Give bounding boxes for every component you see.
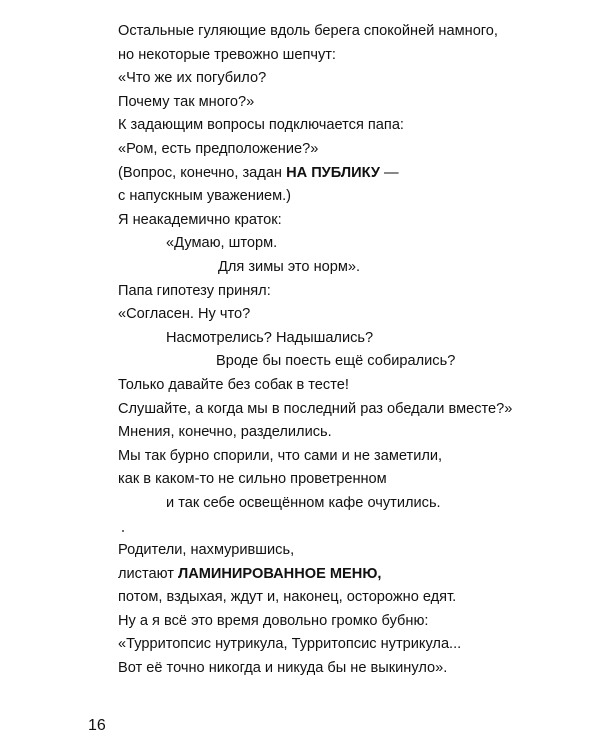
text-fragment: листают [118,565,178,582]
text-line: с напускным уважением.) [118,188,292,205]
text-line: К задающим вопросы подключается папа: [118,117,404,134]
text-line: Мнения, конечно, разделились. [118,424,332,441]
stanza-break [118,515,578,539]
text-line: Родители, нахмурившись, [118,542,295,559]
text-line [118,563,578,587]
text-line: «Что же их погубило? [118,70,267,87]
text-line: Ну а я всё это время довольно громко бубню: [118,612,429,629]
text-line: «Думаю, шторм. [166,235,278,252]
text-line: «Ром, есть предположение?» [118,140,319,157]
text-line: Почему так много?» [118,93,255,110]
text-line: Вот её точно никогда и никуда бы не выкинуло». [118,660,448,677]
text-fragment: — [379,164,399,181]
text-line: Вроде бы поесть ещё собирались? [216,353,456,370]
text-line: «Согласен. Ну что? [118,306,251,323]
poem-text [118,20,578,681]
page-number: 16 [88,717,106,734]
text-line: Для зимы это норм». [218,258,361,275]
text-line: Я неакадемично краток: [118,211,282,228]
emphasis-text: ЛАМИНИРОВАННОЕ МЕНЮ, [177,565,382,582]
text-line: Остальные гуляющие вдоль берега спокойней намного, [118,23,498,39]
text-line [118,162,578,186]
text-line: «Турритопсис нутрикула, Турритопсис нутрикула... [118,636,462,653]
text-line: Слушайте, а когда мы в последний раз обедали вместе?» [118,400,513,417]
text-line: как в каком-то не сильно проветренном [118,471,387,488]
text-line: Насмотрелись? Надышались? [166,329,374,346]
emphasis-text: НА ПУБЛИКУ [286,164,380,181]
text-line: Папа гипотезу принял: [118,282,271,299]
text-line: и так себе освещённом кафе очутились. [166,494,441,511]
print-speck [122,530,124,532]
text-line: Только давайте без собак в тесте! [118,376,349,393]
text-line: но некоторые тревожно шепчут: [118,46,336,63]
text-line: Мы так бурно спорили, что сами и не заметили, [118,447,443,464]
text-fragment: (Вопрос, конечно, задан [118,164,287,181]
text-line: потом, вздыхая, ждут и, наконец, осторожно едят. [118,589,457,606]
